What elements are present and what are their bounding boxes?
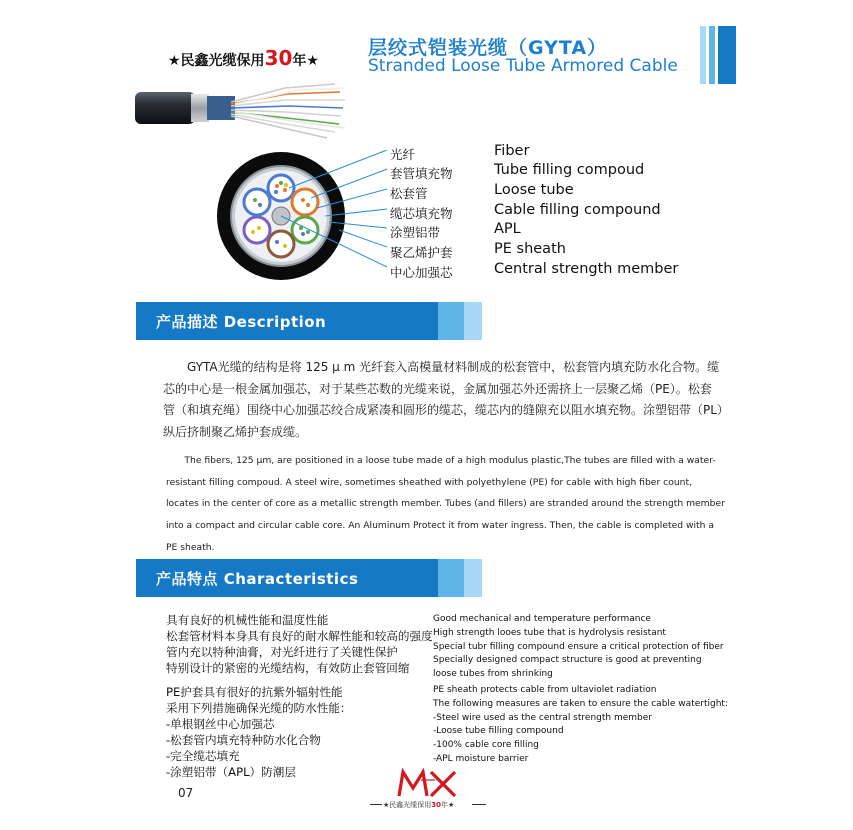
slogan: ★民鑫光缆保用30年★ (168, 46, 319, 70)
char-en-item: High strength looes tube that is hydrolysis resistant (433, 627, 666, 638)
cable-cross-section (215, 150, 390, 285)
description-text-en: The fibers, 125 μm, are positioned in a loose tube made of a high modulus plastic,The tubes are filled with a water-resistant filling compoud. A steel wire, sometimes sheathed with polyethylene (PE) for cable with high fiber count, locates in the center of core as a metallic strength member. Tubes (and fillers) are stranded around the strength member into a compact and circular cable core. An Aluminum Protect it from water ingress. Then, the cable is completed with a PE sheath. (166, 455, 725, 553)
legend-cn-strength-member: 中心加强芯 (390, 265, 453, 280)
legend-cn-tube-filling: 套管填充物 (390, 166, 453, 181)
legend-cn-loose-tube: 松套管 (390, 186, 428, 201)
footer-rule-left (370, 804, 382, 805)
footer-rule-right (472, 804, 486, 805)
char-en-group2 (433, 684, 728, 767)
description-heading: 产品描述 Description (156, 313, 327, 331)
legend-en-tube-filling: Tube filling compoud (494, 162, 645, 178)
legend-cn-apl: 涂塑铝带 (390, 225, 441, 240)
page-number: 07 (178, 786, 194, 800)
legend-en-cable-filling: Cable filling compound (494, 202, 661, 218)
char-cn-item: 特别设计的紧密的光缆结构，有效防止套管回缩 (166, 661, 410, 675)
char-cn-group1 (166, 612, 433, 676)
characteristics-heading-bar (136, 559, 482, 597)
char-cn-item: 采用下列措施确保光缆的防水性能： (166, 701, 352, 715)
char-cn-item: 管内充以特种油膏，对光纤进行了关键性保护 (166, 645, 398, 659)
legend-en-loose-tube: Loose tube (494, 182, 574, 198)
char-cn-item: -涂塑铝带（APL）防潮层 (166, 765, 296, 779)
legend-en-pe-sheath: PE sheath (494, 241, 566, 257)
brand-logo (395, 768, 461, 798)
decorative-bars (700, 26, 736, 84)
char-cn-item: PE护套具有很好的抗紫外辐射性能 (166, 685, 343, 699)
char-en-item: -APL moisture barrier (433, 753, 529, 764)
char-en-item: -Loose tube filling compound (433, 726, 564, 737)
legend-en-strength-member: Central strength member (494, 261, 679, 277)
char-cn-item: -完全缆芯填充 (166, 749, 240, 763)
char-cn-item: 具有良好的机械性能和温度性能 (166, 613, 329, 627)
char-en-item: PE sheath protects cable from ultaviolet radiation (433, 685, 657, 695)
legend-cn-pe-sheath: 聚乙烯护套 (390, 245, 453, 260)
char-cn-item: 松套管材料本身具有良好的耐水解性能和较高的强度 (166, 629, 433, 643)
cable-side-illustration (135, 82, 350, 142)
description-text-cn: GYTA光缆的结构是将 125 μ m 光纤套入高模量材料制成的松套管中，松套管内填充防水化合物。缆芯的中心是一根金属加强芯，对于某些芯数的光缆来说，金属加强芯外还需挤上一层聚乙烯（PE）。松套管（和填充绳）围绕中心加强芯绞合成紧凑和圆形的缆芯，缆芯内的缝隙充以阻水填充物。涂塑铝带（PL）纵后挤制聚乙烯护套成缆。 (163, 360, 723, 439)
char-en-item: -Steel wire used as the central strength member (433, 712, 652, 723)
char-en-item: Good mechanical and temperature performance (433, 614, 651, 624)
char-en-item: The following measures are taken to ensure the cable watertight: (433, 698, 728, 709)
char-cn-item: -松套管内填充特种防水化合物 (166, 733, 321, 747)
char-en-item: -100% cable core filling (433, 740, 539, 751)
char-en-item: Special tubr filling compound ensure a critical protection of fiber (433, 641, 724, 652)
legend-cn-fiber: 光纤 (390, 147, 416, 162)
characteristics-heading: 产品特点 Characteristics (156, 570, 359, 588)
page-title-en: Stranded Loose Tube Armored Cable (368, 56, 678, 76)
legend-cn-cable-filling: 缆芯填充物 (390, 206, 453, 221)
slogan-years: 30 (264, 46, 293, 70)
page-title-cn: 层绞式铠装光缆（GYTA） (368, 37, 608, 59)
legend-en-fiber: Fiber (494, 143, 530, 159)
char-cn-item: -单根钢丝中心加强芯 (166, 717, 275, 731)
legend-en-apl: APL (494, 221, 521, 237)
footer-slogan-years: 30 (431, 801, 442, 809)
char-en-group1 (433, 613, 724, 682)
footer-slogan: ★民鑫光缆保用30年★ (383, 801, 455, 809)
description-heading-bar (136, 302, 482, 340)
char-cn-group2 (166, 684, 352, 780)
char-en-item: Specially designed compact structure is good at preventing (433, 655, 702, 666)
char-en-item: loose tubes from shrinking (433, 669, 553, 680)
